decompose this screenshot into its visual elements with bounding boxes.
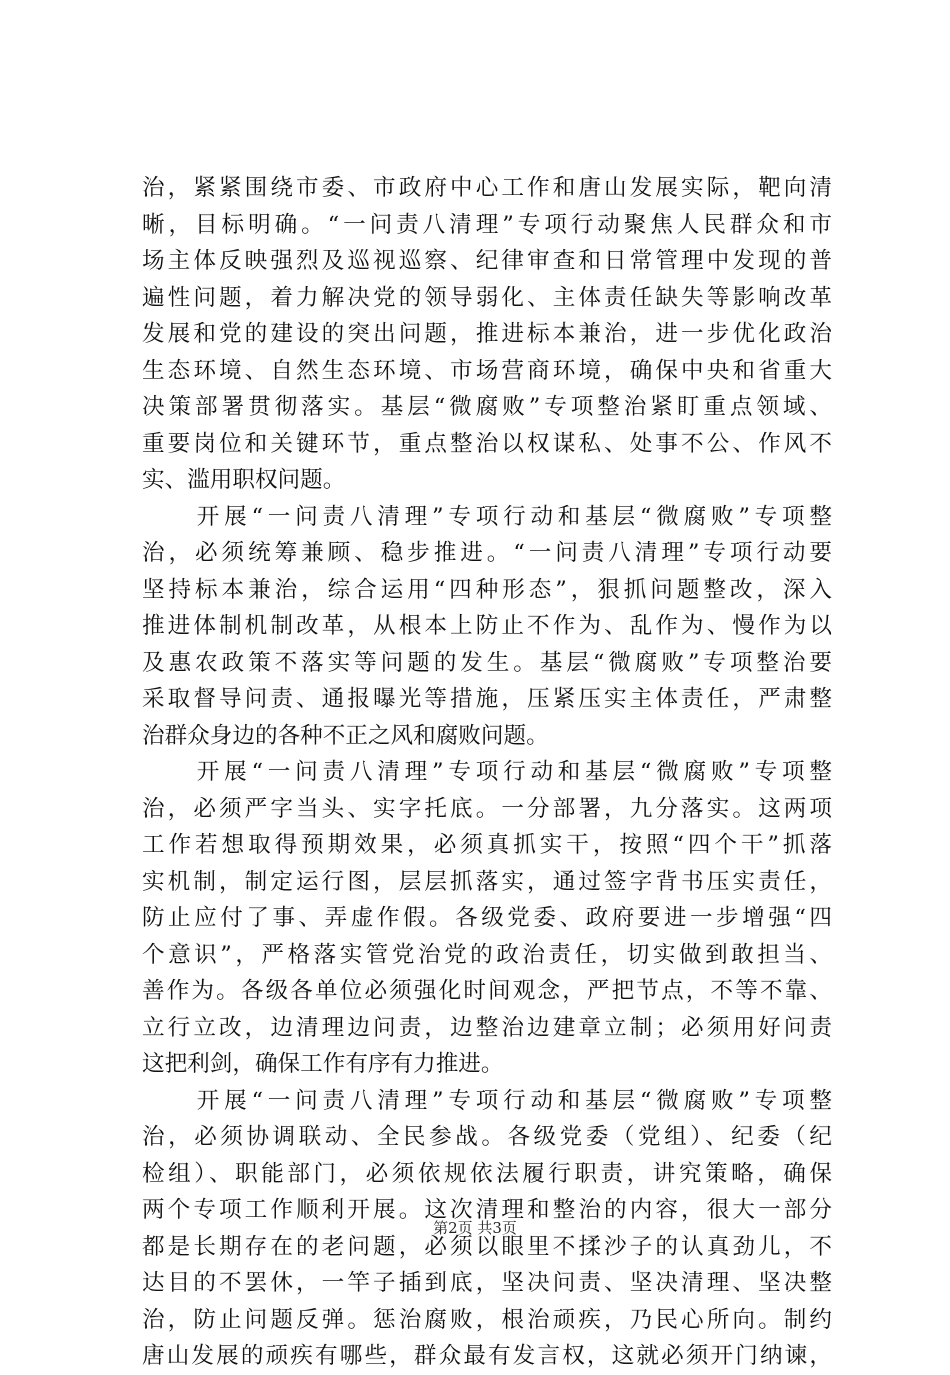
- text-line: 开展“一问责八清理”专项行动和基层“微腐败”专项整: [142, 503, 832, 530]
- text-line: 这把利剑，确保工作有序有力推进。: [142, 1051, 504, 1077]
- text-line: 唐山发展的顽疾有哪些，群众最有发言权，这就必须开门纳谏，: [142, 1343, 832, 1369]
- text-line: 实机制，制定运行图，层层抓落实，通过签字背书压实责任，: [142, 868, 832, 895]
- page-footer: 第2页 共3页: [433, 1219, 517, 1237]
- text-line: 开展“一问责八清理”专项行动和基层“微腐败”专项整: [142, 759, 832, 785]
- text-line: 治，紧紧围绕市委、市政府中心工作和唐山发展实际，靶向清: [142, 175, 832, 201]
- text-line: 治，防止问题反弹。惩治腐败，根治顽疾，乃民心所向。制约: [142, 1306, 832, 1333]
- text-line: 推进体制机制改革，从根本上防止不作为、乱作为、慢作为以: [142, 613, 832, 639]
- text-line: 坚持标本兼治，综合运用“四种形态”，狠抓问题整改，深入: [142, 576, 832, 603]
- paragraph: [142, 499, 832, 755]
- paragraph: [142, 754, 832, 1083]
- text-line: 场主体反映强烈及巡视巡察、纪律审查和日常管理中发现的普: [142, 248, 832, 274]
- text-line: 治，必须统筹兼顾、稳步推进。“一问责八清理”专项行动要: [142, 540, 832, 566]
- text-line: 善作为。各级各单位必须强化时间观念，严把节点，不等不靠、: [142, 978, 832, 1004]
- text-line: 检组）、职能部门，必须依规依法履行职责，讲究策略，确保: [142, 1160, 832, 1187]
- text-line: 采取督导问责、通报曝光等措施，压紧压实主体责任，严肃整: [142, 686, 832, 712]
- text-line: 治，必须协调联动、全民参战。各级党委（党组）、纪委（纪: [142, 1124, 832, 1150]
- text-line: 晰，目标明确。“一问责八清理”专项行动聚焦人民群众和市: [142, 211, 832, 238]
- text-line: 生态环境、自然生态环境、市场营商环境，确保中央和省重大: [142, 357, 832, 384]
- text-line: 立行立改，边清理边问责，边整治边建章立制；必须用好问责: [142, 1014, 832, 1041]
- text-line: 及惠农政策不落实等问题的发生。基层“微腐败”专项整治要: [142, 649, 832, 676]
- text-line: 决策部署贯彻落实。基层“微腐败”专项整治紧盯重点领域、: [142, 394, 832, 420]
- text-line: 达目的不罢休，一竿子插到底，坚决问责、坚决清理、坚决整: [142, 1270, 832, 1296]
- text-line: 防止应付了事、弄虚作假。各级党委、政府要进一步增强“四: [142, 905, 832, 931]
- text-line: 个意识”，严格落实管党治党的政治责任，切实做到敢担当、: [142, 941, 832, 968]
- text-line: 两个专项工作顺利开展。这次清理和整治的内容，很大一部分: [142, 1197, 832, 1223]
- text-line: 治群众身边的各种不正之风和腐败问题。: [142, 722, 549, 749]
- text-line: 实、滥用职权问题。: [142, 467, 346, 493]
- text-line: 发展和党的建设的突出问题，推进标本兼治，进一步优化政治: [142, 321, 832, 347]
- paragraph: [142, 170, 832, 499]
- text-line: 重要岗位和关键环节，重点整治以权谋私、处事不公、作风不: [142, 430, 832, 457]
- text-line: 治，必须严字当头、实字托底。一分部署，九分落实。这两项: [142, 795, 832, 822]
- text-line: 遍性问题，着力解决党的领导弱化、主体责任缺失等影响改革: [142, 284, 832, 311]
- text-line: 工作若想取得预期效果，必须真抓实干，按照“四个干”抓落: [142, 832, 832, 858]
- text-line: 都是长期存在的老问题，必须以眼里不揉沙子的认真劲儿，不: [142, 1233, 832, 1260]
- document-body: [142, 170, 832, 1375]
- text-line: 开展“一问责八清理”专项行动和基层“微腐败”专项整: [142, 1087, 832, 1114]
